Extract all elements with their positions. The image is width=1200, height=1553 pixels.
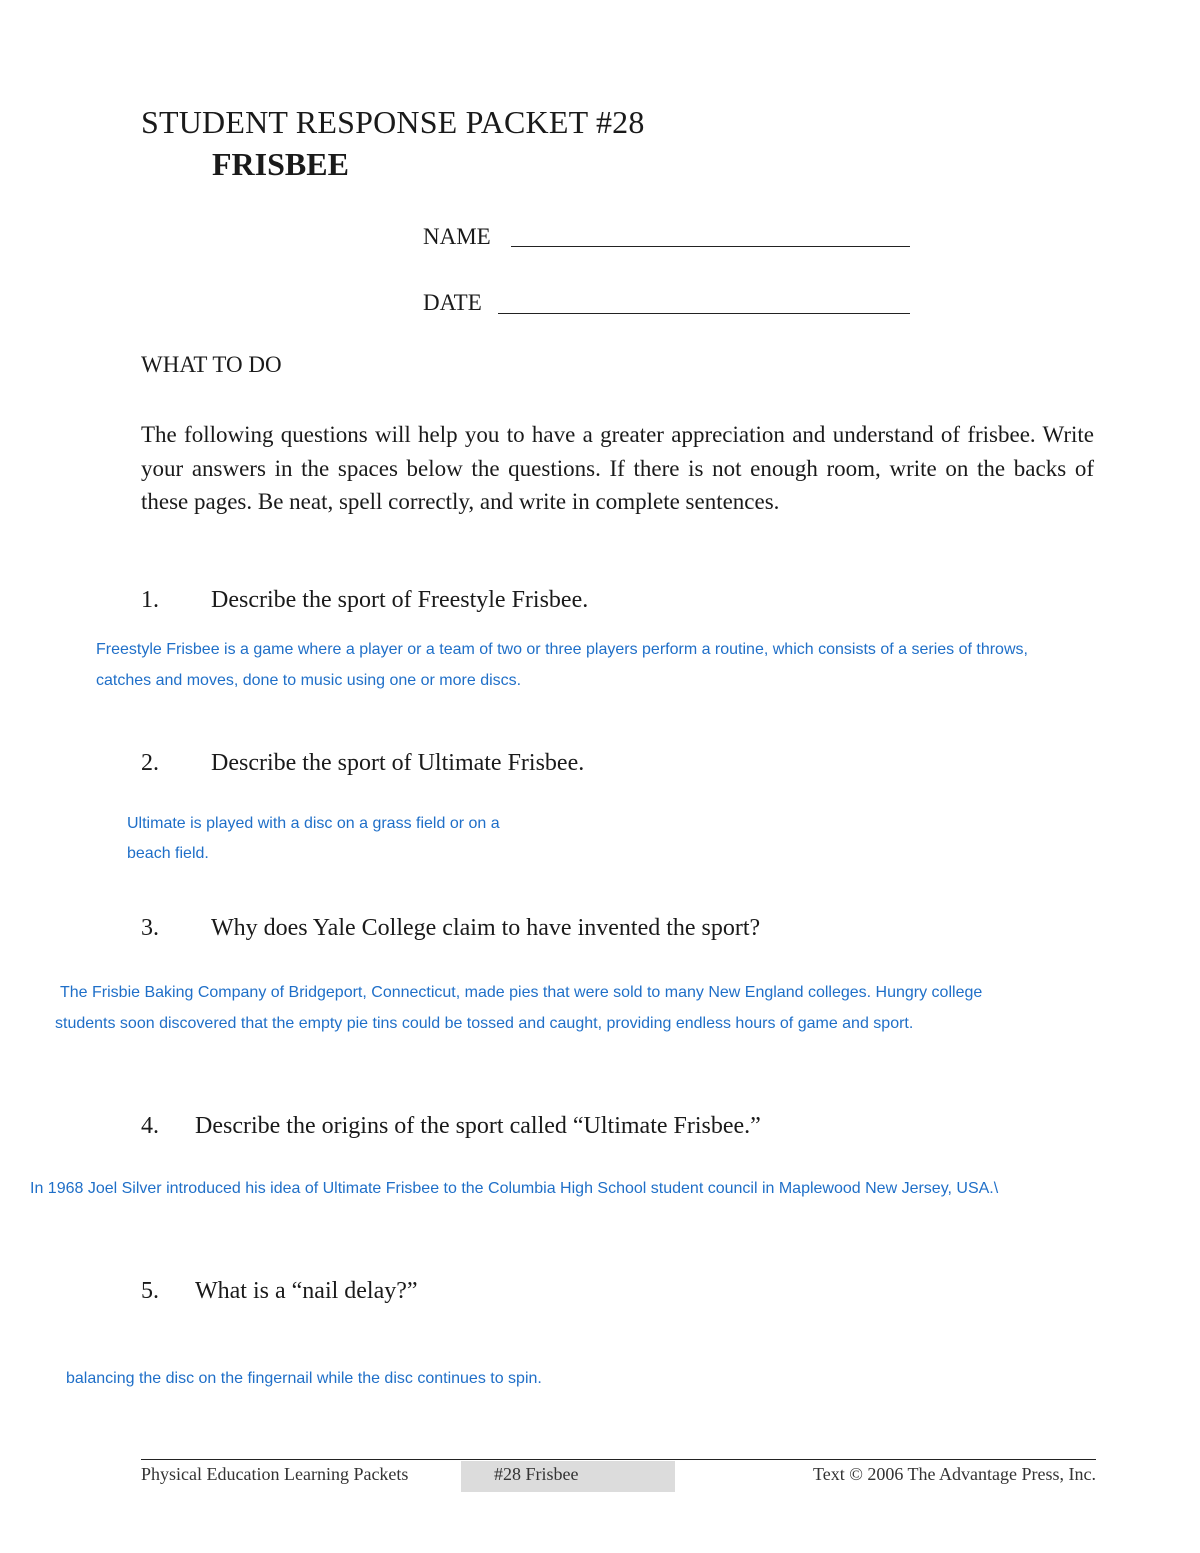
question-number: 1. [141, 587, 159, 613]
question-text: Describe the sport of Ultimate Frisbee. [211, 750, 585, 776]
name-field[interactable] [511, 246, 910, 247]
name-label: NAME [423, 224, 491, 249]
question-number: 3. [141, 915, 159, 941]
answer-line: In 1968 Joel Silver introduced his idea of Ultimate Frisbee to the Columbia High School student council in Maplewood New Jersey, USA.\ [30, 1180, 999, 1197]
instructions-body: The following questions will help you to have a greater appreciation and understand of frisbee. Write your answers in the spaces below the questions. If there is not enough room, write on the backs of these pages. Be neat, spell correctly, and write in complete sentences. [141, 422, 1094, 514]
question-text: Describe the sport of Freestyle Frisbee. [211, 587, 589, 613]
question-number: 2. [141, 750, 159, 776]
packet-title: STUDENT RESPONSE PACKET #28 [141, 104, 645, 140]
answer-line: catches and moves, done to music using one or more discs. [96, 672, 522, 689]
answer-line: balancing the disc on the fingernail while the disc continues to spin. [66, 1370, 542, 1387]
footer-series-title: Physical Education Learning Packets [141, 1464, 409, 1484]
page-title: FRISBEE [212, 146, 349, 182]
footer-packet-label: #28 Frisbee [494, 1464, 579, 1484]
instructions-heading: WHAT TO DO [141, 352, 282, 377]
question-text: What is a “nail delay?” [195, 1278, 418, 1304]
question-number: 4. [141, 1113, 159, 1139]
answer-line: The Frisbie Baking Company of Bridgeport, Connecticut, made pies that were sold to many New England colleges. Hungry college [60, 984, 983, 1001]
answer-line: Ultimate is played with a disc on a grass field or on a [127, 815, 500, 832]
question-text: Why does Yale College claim to have invented the sport? [211, 915, 761, 941]
question-text: Describe the origins of the sport called “Ultimate Frisbee.” [195, 1113, 761, 1139]
date-label: DATE [423, 290, 482, 315]
answer-line: beach field. [127, 845, 209, 862]
answer-line: Freestyle Frisbee is a game where a player or a team of two or three players perform a routine, which consists of a series of throws, [96, 641, 1028, 658]
question-number: 5. [141, 1278, 159, 1304]
footer-copyright: Text © 2006 The Advantage Press, Inc. [812, 1464, 1096, 1484]
footer-divider [141, 1459, 1096, 1460]
date-field[interactable] [498, 313, 910, 314]
answer-line: students soon discovered that the empty pie tins could be tossed and caught, providing endless hours of game and sport. [55, 1015, 914, 1032]
